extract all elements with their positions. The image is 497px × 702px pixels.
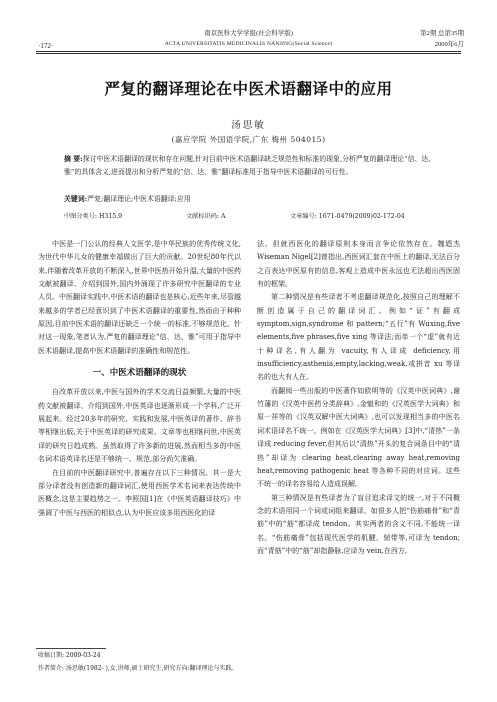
abstract-text: 探讨中医术语翻译的现状和存在问题,针对目前中医术语翻译缺乏规范性和标准的现象,分析严复的翻译理论“信、达、雅”的具体含义,进而提出和分析严复的“信、达、雅”翻译标准用于指导中医术语翻译的可行性。 <box>64 155 436 176</box>
section-heading-1: 一、中医术语翻译的现状 <box>92 368 187 379</box>
journal-name-cn: 南京医科大学学报(社会科学版) <box>204 30 293 37</box>
right-paragraph-1: 法。但就西医化的翻译原则本身而言争论依然存在。魏迺杰 Wiseman Nigel[2]曾指出,西医词汇套在中医上的翻译,无法百分之百表达中医原有的信息,客观上造成中医永远也无法超出西医固有的框架。 <box>257 240 460 289</box>
article-title: 严复的翻译理论在中医术语翻译中的应用 <box>104 79 393 98</box>
author-name: 汤思敏 <box>231 120 266 131</box>
document-code: 文献标识码: A <box>186 213 226 220</box>
keywords <box>64 193 436 206</box>
author-affiliation: (嘉应学院 外国语学院,广东 梅州 504015) <box>171 135 326 144</box>
keywords-text: 严复;翻译理论;中医术语翻译;应用 <box>87 195 191 203</box>
right-column <box>257 238 460 643</box>
keywords-label: 关键词: <box>64 195 88 203</box>
section1-paragraph-1: 自改革开放以来,中医与国外的学术交流日益频繁,大量的中医药文献被翻译、介绍到国外,中医英译也逐渐形成一个学科,广泛开展起来。经过20多年的研究、实践和发展,中医英译的著作、辞书等相继出版,关于中医英译的研究成果、文章等也相继问世,中医英译的研究日趋成熟。虽然取得了许多新的进展,然而相当多的中医名词术语英译名还是不够统一、规范,部分尚欠准确。 <box>38 388 241 464</box>
header-rule-2 <box>36 53 461 54</box>
right-paragraph-4: 第三种情况是有些译者为了盲目追求译文的统一,对于不同概念的术语用同一个词或词组来翻译。如很多人把“伤筋痛骨”和“青筋”中的“筋”都译成 tendon。其实两者的含义不同,不能统一译名。“伤筋痛骨”包括现代医学的肌腱、韧带等,可译为 tendon;而“青筋”中的“筋”却指静脉,应译为 vein,在西方, <box>257 493 460 555</box>
received-date: 收稿日期: 2009-03-24 <box>38 652 101 659</box>
issue-date: 2009年6月 <box>434 41 464 48</box>
abstract-label: 摘 要: <box>64 155 83 163</box>
page-number: ·172· <box>38 42 54 50</box>
article-number: 文章编号: 1671-0479(2009)02-172-04 <box>290 213 405 220</box>
issue-number: 第2期 总第35期 <box>420 30 464 37</box>
author-bio: 作者简介: 汤思敏(1982- ),女,讲师,硕士研究生,研究方向:翻译理论与实践。 <box>38 665 238 672</box>
left-column <box>38 238 241 643</box>
header-rule <box>36 51 461 52</box>
footnote-rule <box>36 648 106 649</box>
journal-name-en: ACTA UNIVERSITATIS MEDICINALIS NANJING(Social Science) <box>164 41 333 47</box>
section1-paragraph-2: 在目前的中医翻译研究中,普遍存在以下三种情况。其一是大部分译者没有创造新的翻译词汇,使用西医学术名词来表达传统中医概念,这是主要趋势之一。李照国[1]在《中医英语翻译技巧》中强调了中医与西医的相似点,认为中医应该多用西医化的译 <box>38 468 241 517</box>
clc-number: 中图分类号: H315.9 <box>64 213 123 220</box>
abstract <box>64 153 436 179</box>
intro-paragraph: 中医是一门公认的经典人文医学,是中华民族的优秀传统文化,为世代中华儿女的健康幸福做出了巨大的贡献。20世纪80年代以来,伴随着改革开放的不断深入,世界中医热开始升温,大量的中医药文献被翻译、介绍到国外,国内外涌现了许多研究中医翻译的专业人员。中医翻译实践中,中医术语的翻译也是核心,近些年来,尽管越来越多的学者已经意识到了中医术语翻译的重要性,然而由于种种原因,目前中医术语的翻译还缺乏一个统一的标准,不够规范化。针对这一现象,笔者认为,严复的翻译理论“信、达、雅”可用于指导中医术语翻译,提高中医术语翻译的准确性和规范性。 <box>38 240 241 355</box>
right-paragraph-2: 第二种情况是有些译者不考虑翻译规范化,按照自己的理解不断创造属于自己的翻译词汇。例如“证”有翻成 symptom,sign,syndrome 和 pattern;“五行”有 Wuxing,five elements,five phrases,five xing 等译法;而单一个“虚”就有近十种译名,有人翻为 vacuity,有人译成 deficiency,用 insufficiency,asthenia,empty,lacking,weak,或拼音 xu 等译名的也大有人在。 <box>257 293 460 382</box>
right-paragraph-3: 而翻阅一些出版的中医著作如欧明等的《汉英中医词典》,谢竹藩的《汉英中医药分类辞典》,金魁和的《汉英医学大词典》和原一祥等的《汉英双解中医大词典》,也可以发现相当多的中医名词术语译名不统一。例如在《汉英医学大词典》[3]中,“清热”一条译成 reducing fever,但其后以“清热”开头的复合词条目中的“清热”却译为 clearing heat,clearing away heat,removing heat,removing pathogenic heat 等各种不同的对应词。这些不统一的译名容易给人造成误解。 <box>257 386 460 489</box>
